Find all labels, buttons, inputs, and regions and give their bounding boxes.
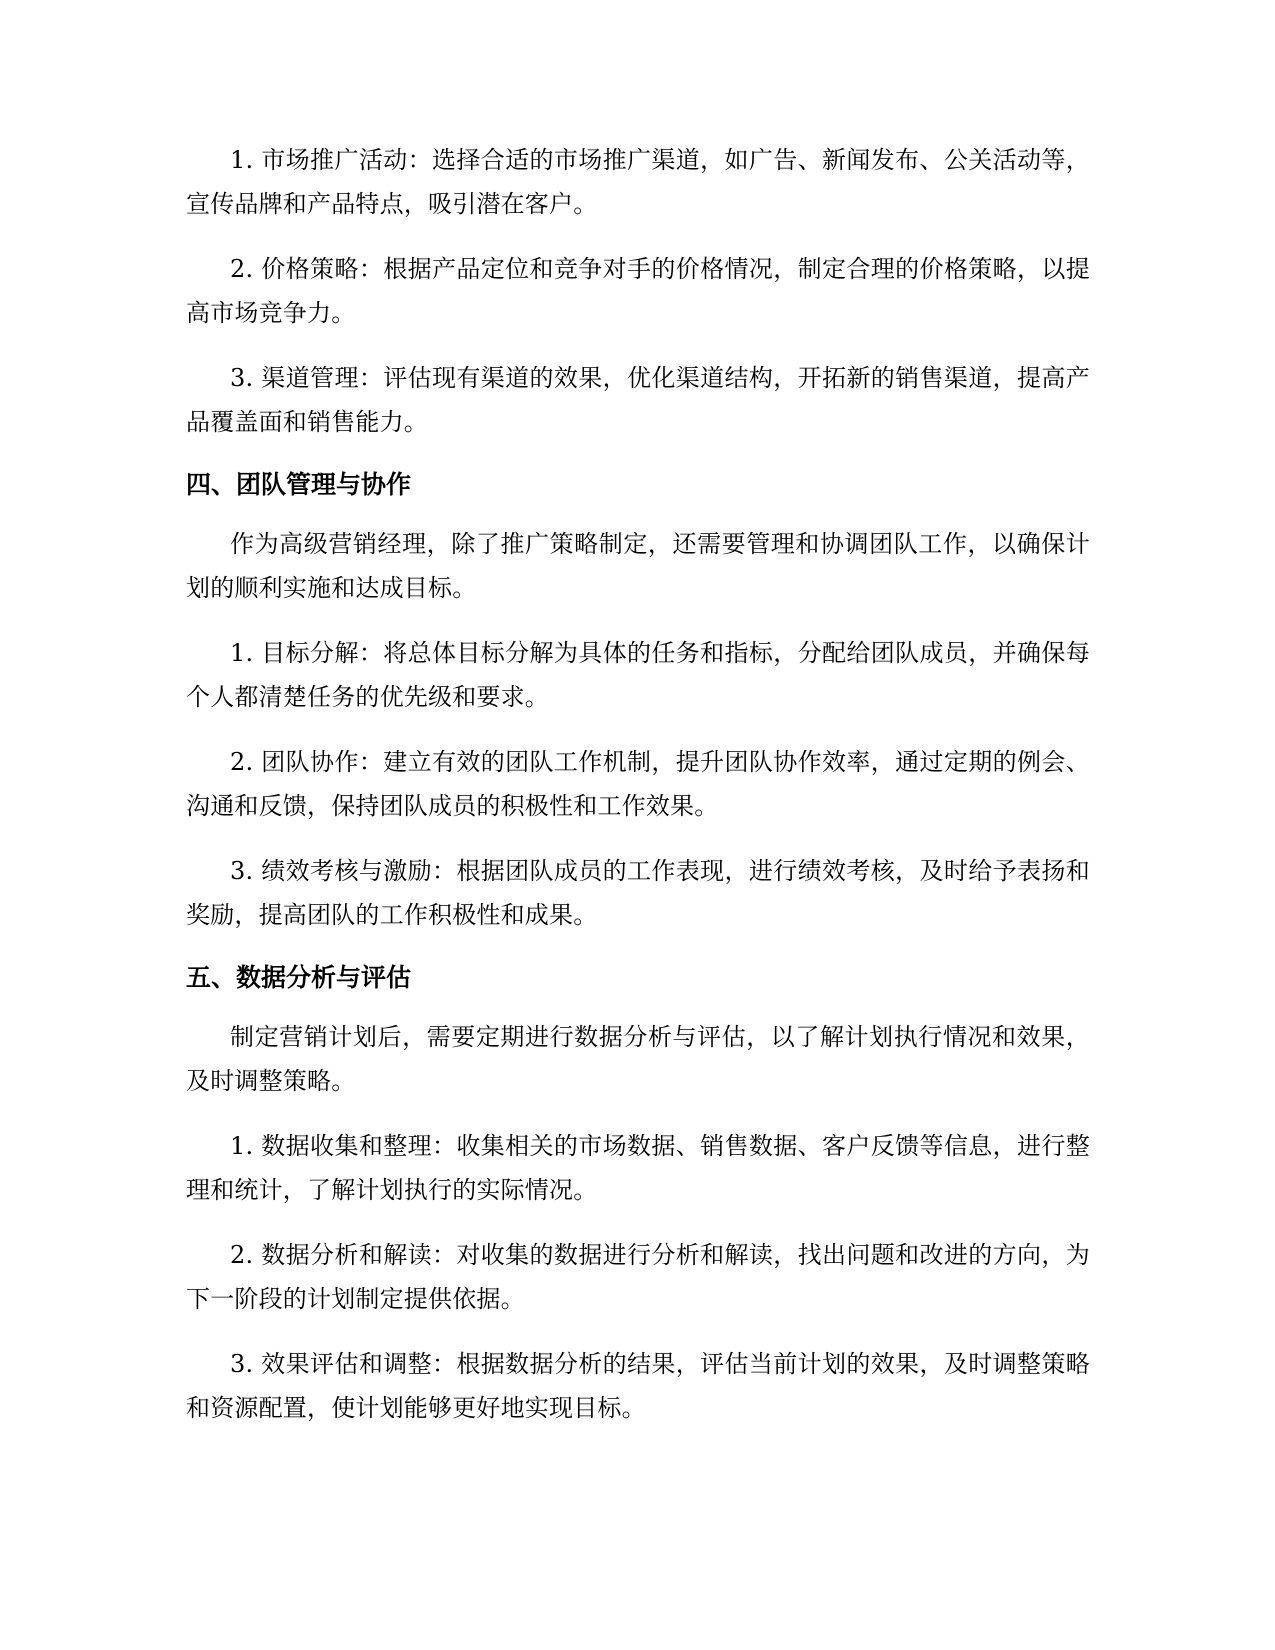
section5-item-1: 1. 数据收集和整理：收集相关的市场数据、销售数据、客户反馈等信息，进行整理和统计，了解计划执行的实际情况。 <box>186 1132 1090 1204</box>
document-page <box>186 138 1090 1451</box>
section3-item-3: 3. 渠道管理：评估现有渠道的效果，优化渠道结构，开拓新的销售渠道，提高产品覆盖面和销售能力。 <box>186 364 1090 436</box>
section3-item-1: 1. 市场推广活动：选择合适的市场推广渠道，如广告、新闻发布、公关活动等，宣传品牌和产品特点，吸引潜在客户。 <box>186 146 1090 218</box>
section5-intro: 制定营销计划后，需要定期进行数据分析与评估，以了解计划执行情况和效果，及时调整策略。 <box>186 1023 1090 1095</box>
section4-heading: 四、团队管理与协作 <box>186 470 412 499</box>
section4-intro: 作为高级营销经理，除了推广策略制定，还需要管理和协调团队工作，以确保计划的顺利实施和达成目标。 <box>186 530 1090 602</box>
section4-item-1: 1. 目标分解：将总体目标分解为具体的任务和指标，分配给团队成员，并确保每个人都清楚任务的优先级和要求。 <box>186 639 1090 711</box>
section3-item-2: 2. 价格策略：根据产品定位和竞争对手的价格情况，制定合理的价格策略，以提高市场竞争力。 <box>186 255 1090 327</box>
section5-item-2: 2. 数据分析和解读：对收集的数据进行分析和解读，找出问题和改进的方向，为下一阶段的计划制定提供依据。 <box>186 1241 1090 1313</box>
section5-item-3: 3. 效果评估和调整：根据数据分析的结果，评估当前计划的效果，及时调整策略和资源配置，使计划能够更好地实现目标。 <box>186 1350 1090 1422</box>
section5-heading: 五、数据分析与评估 <box>186 963 412 992</box>
section4-item-3: 3. 绩效考核与激励：根据团队成员的工作表现，进行绩效考核，及时给予表扬和奖励，提高团队的工作积极性和成果。 <box>186 857 1090 929</box>
section4-item-2: 2. 团队协作：建立有效的团队工作机制，提升团队协作效率，通过定期的例会、沟通和反馈，保持团队成员的积极性和工作效果。 <box>186 748 1090 820</box>
